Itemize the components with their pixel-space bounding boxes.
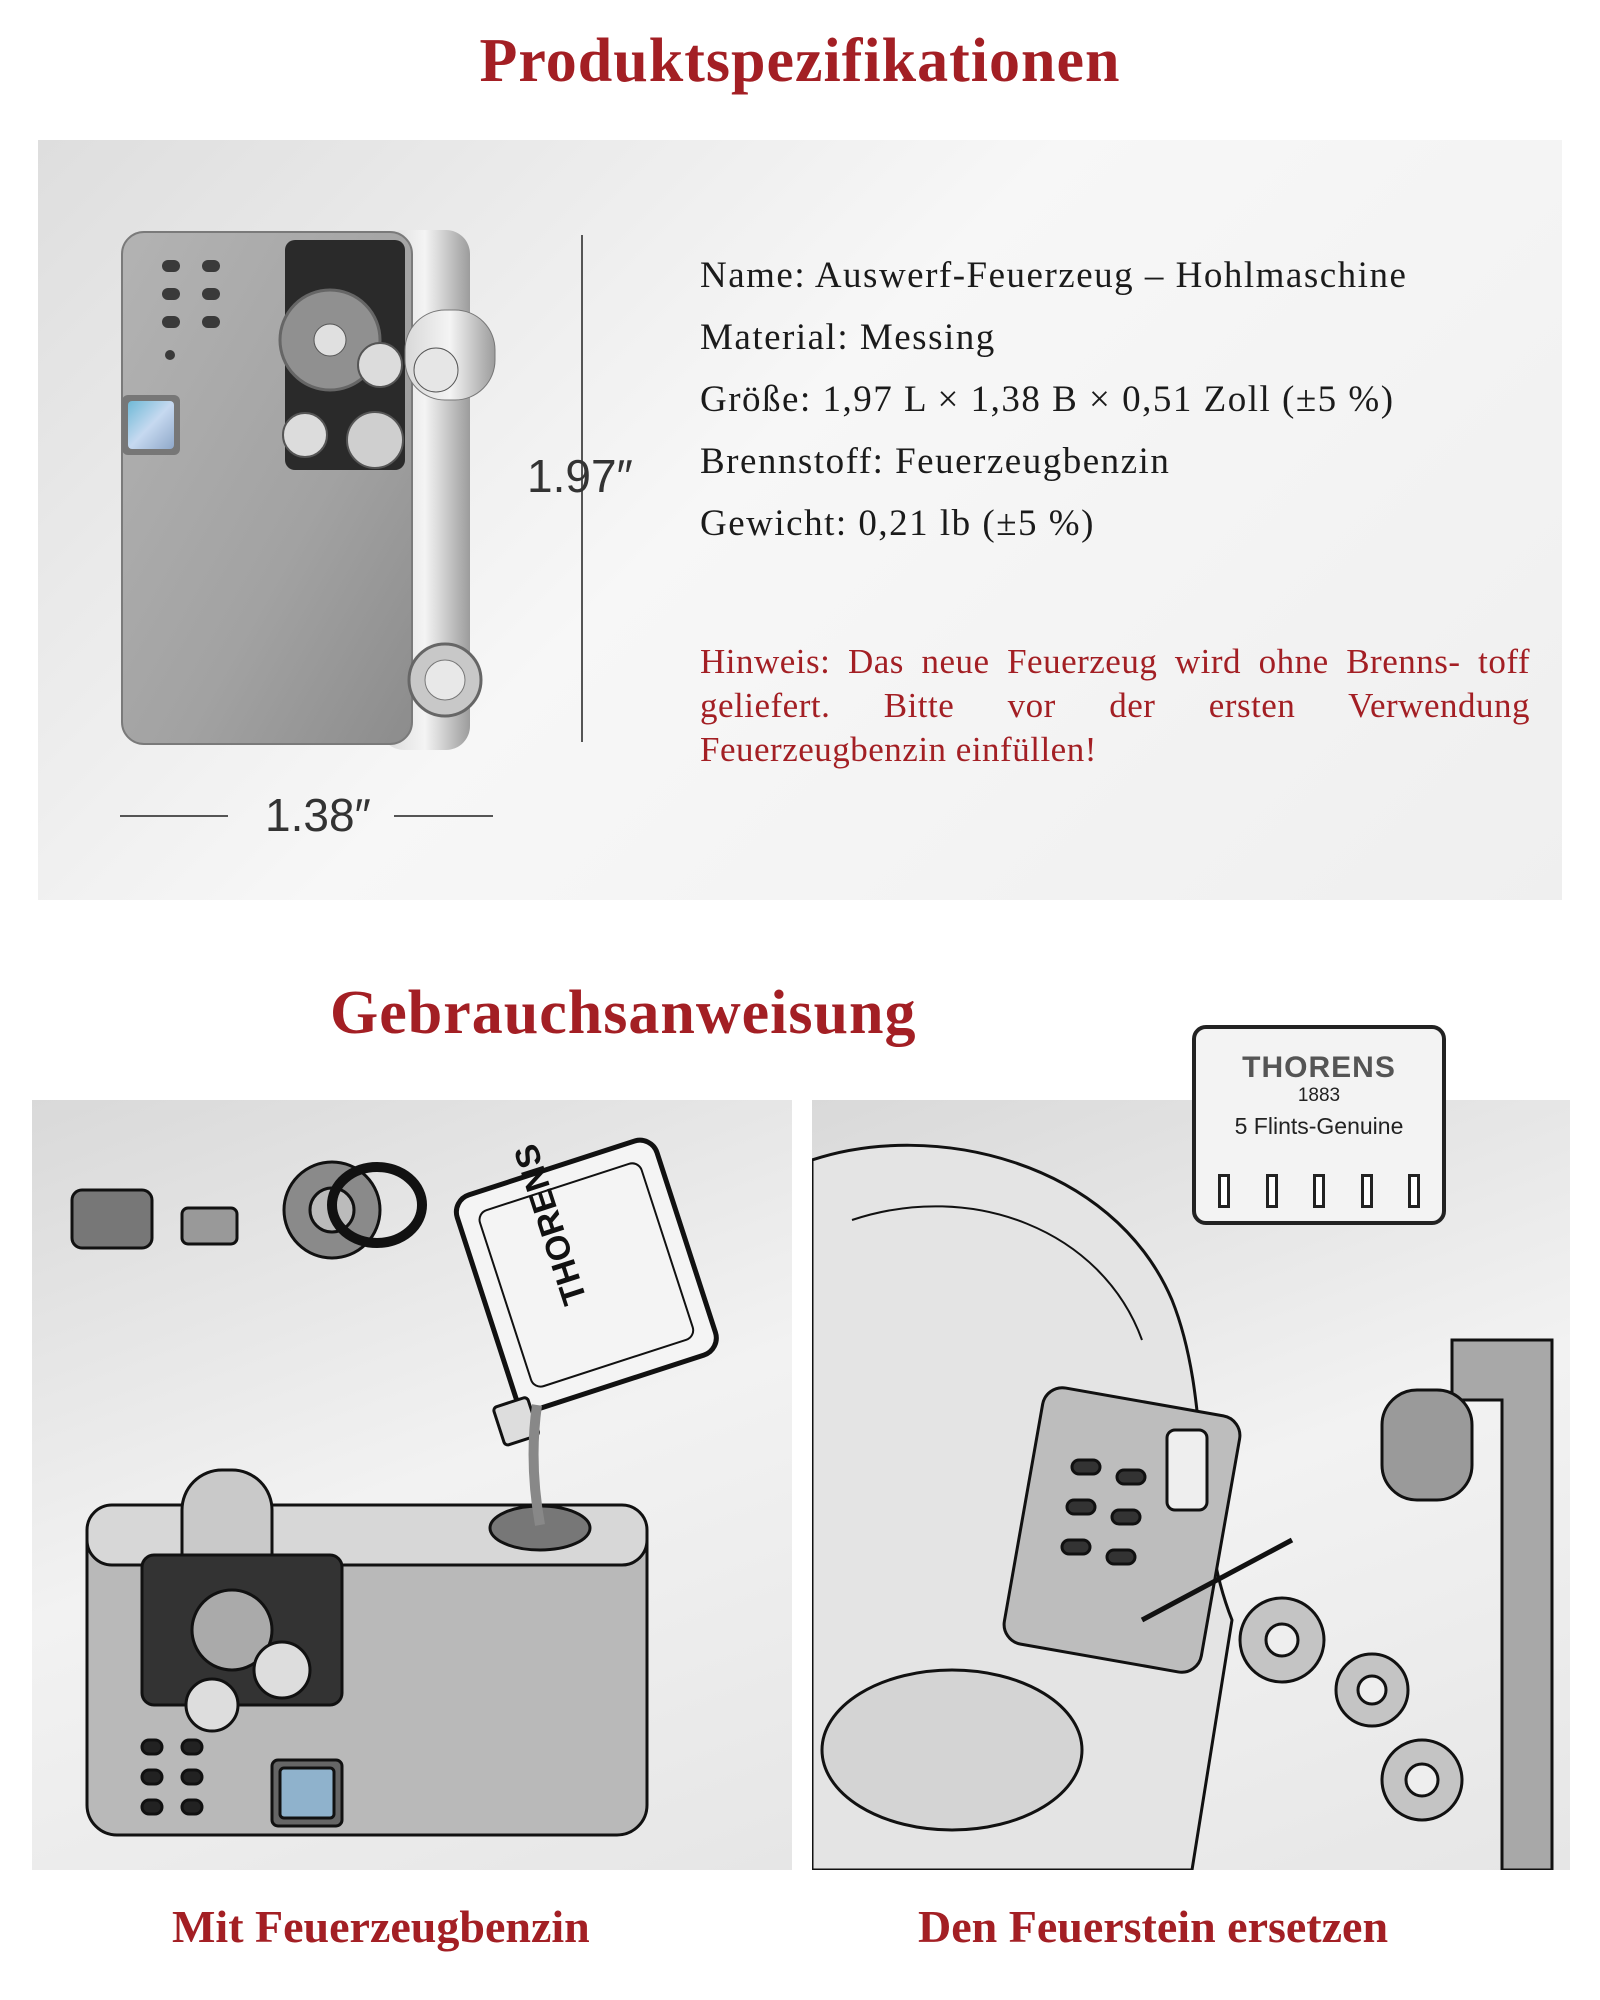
spec-fuel: Brennstoff: Feuerzeugbenzin	[700, 441, 1171, 482]
flint-slots	[1218, 1174, 1420, 1210]
lighter-product-image	[110, 220, 510, 760]
flint-slot	[1313, 1174, 1325, 1208]
height-dimension-label: 1.97″	[527, 450, 633, 502]
flint-drawing	[812, 1100, 1570, 1870]
refuel-drawing	[32, 1100, 792, 1870]
refuel-illustration	[32, 1100, 792, 1870]
flint-pack-brand: THORENS	[1242, 1051, 1396, 1084]
flint-slot	[1361, 1174, 1373, 1208]
flint-illustration	[812, 1100, 1570, 1870]
flint-pack	[1192, 1025, 1446, 1225]
flint-pack-description: 5 Flints-Genuine	[1234, 1113, 1404, 1139]
flint-slot	[1218, 1174, 1230, 1208]
spec-list	[700, 245, 1560, 555]
width-dimension-label: 1.38″	[265, 789, 371, 841]
flint-pack-year: 1883	[1297, 1085, 1341, 1106]
flint-slot	[1266, 1174, 1278, 1208]
spec-weight: Gewicht: 0,21 lb (±5 %)	[700, 503, 1095, 544]
caption-refuel: Mit Feuerzeugbenzin	[172, 1901, 590, 1952]
spec-material: Material: Messing	[700, 317, 996, 358]
caption-flint: Den Feuerstein ersetzen	[918, 1901, 1389, 1952]
spec-title: Produktspezifikationen	[479, 27, 1121, 95]
fuel-note: Hinweis: Das neue Feuerzeug wird ohne Brenns- toff geliefert. Bitte vor der ersten Verwendung Feuerzeugbenzin einfüllen!	[700, 642, 1530, 769]
spec-size: Größe: 1,97 L × 1,38 B × 0,51 Zoll (±5 %)	[700, 379, 1395, 420]
spec-name: Name: Auswerf-Feuerzeug – Hohlmaschine	[700, 255, 1408, 296]
fuel-can-label: THORENS	[507, 1139, 595, 1310]
flint-slot	[1408, 1174, 1420, 1208]
usage-title: Gebrauchsanweisung	[330, 979, 917, 1047]
